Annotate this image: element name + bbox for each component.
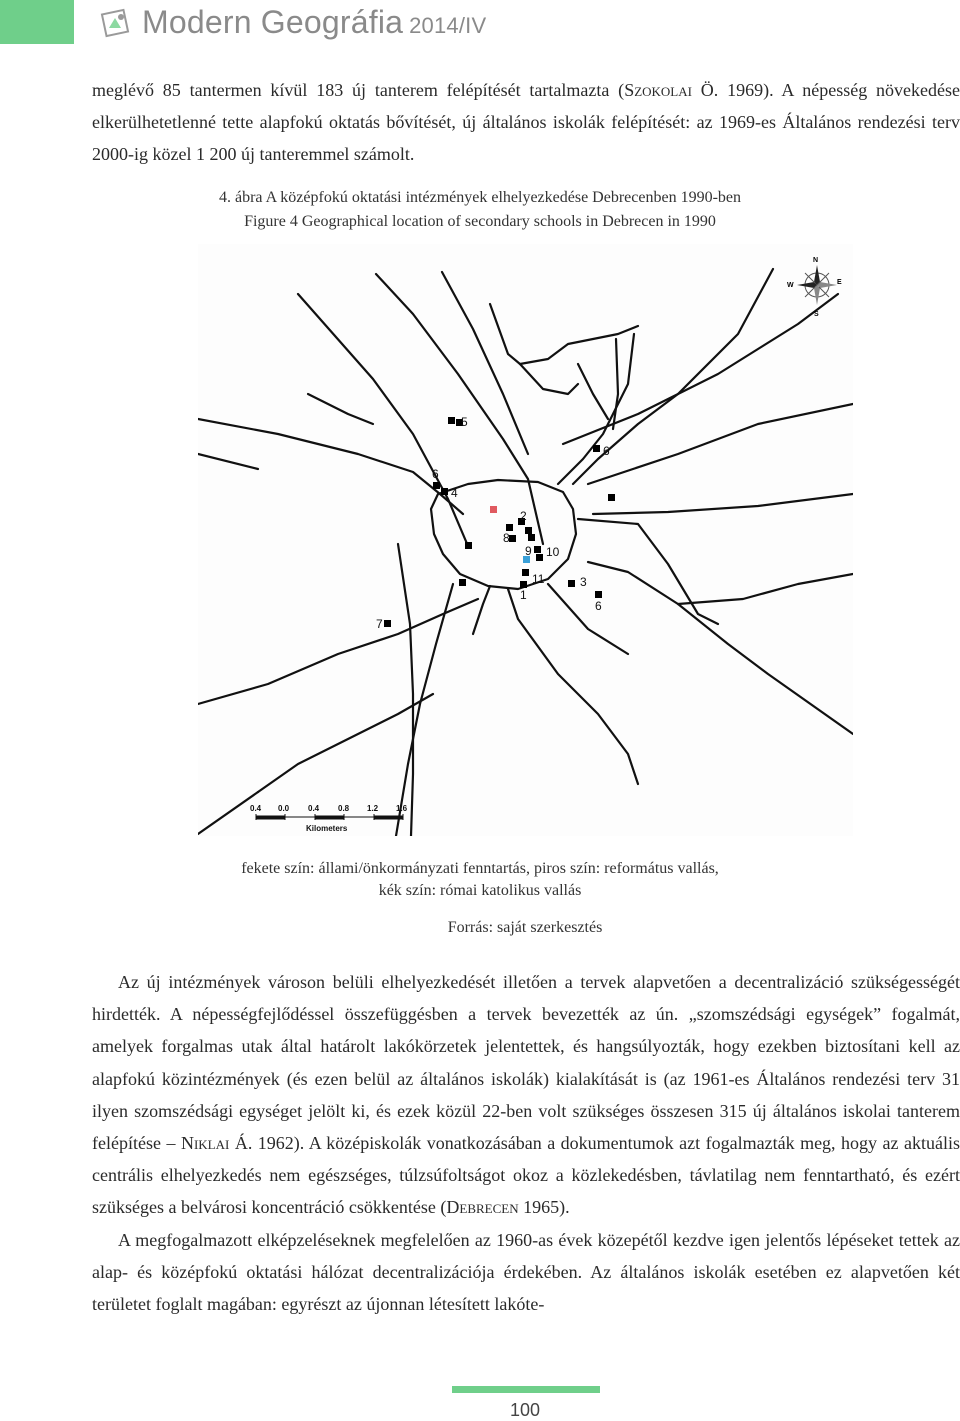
school-marker	[465, 542, 472, 549]
citation-debrecen: Debrecen	[446, 1197, 519, 1218]
paragraph-1	[92, 74, 960, 171]
compass-south-label: S	[814, 311, 819, 318]
scale-tick-label: 0.0	[278, 804, 290, 813]
scale-unit-label: Kilometers	[306, 824, 348, 833]
school-marker-reformed	[490, 506, 497, 513]
school-label: 1	[520, 588, 527, 602]
school-label: 4	[451, 486, 458, 500]
paragraph-2-text-b: Á. 1962). A középiskolák vonatkozásában a dokumentumok azt fogalmazták meg, hogy az aktuális centrális elhelyezkedés nem egészséges, túlzsúfoltságot okoz a közlekedésben, távlatilag nem fenntartható, és ezért szükséges a belvárosi koncentráció csökkentése (	[92, 1133, 960, 1218]
body-text	[92, 966, 960, 1320]
school-marker	[509, 535, 516, 542]
school-label: 6	[603, 444, 610, 458]
scale-tick-label: 0.4	[250, 804, 262, 813]
map-background	[198, 244, 853, 836]
school-marker	[506, 524, 513, 531]
citation-szokolai: Szokolai	[624, 80, 692, 100]
school-marker	[441, 488, 448, 495]
school-marker	[593, 445, 600, 452]
school-marker	[384, 620, 391, 627]
figure-source: Forrás: saját szerkesztés	[447, 919, 603, 936]
school-marker	[525, 527, 532, 534]
figure-legend-line-2: kék szín: római katolikus vallás	[378, 882, 582, 899]
paragraph-1-text-a: meglévő 85 tantermen kívül 183 új tanterem felépítését tartalmazta (	[92, 80, 625, 100]
school-marker	[459, 579, 466, 586]
journal-issue: 2014/IV	[409, 13, 487, 38]
paragraph-3	[92, 1224, 960, 1321]
school-marker	[520, 581, 527, 588]
school-location-map	[198, 244, 853, 836]
figure-caption-en: Figure 4 Geographical location of secondary schools in Debrecen in 1990	[244, 213, 716, 230]
citation-niklai: Niklai	[180, 1133, 230, 1154]
school-marker	[595, 591, 602, 598]
page-header	[0, 0, 960, 44]
journal-logo-icon	[100, 6, 132, 38]
paragraph-2	[92, 966, 960, 1224]
school-label: 2	[520, 509, 527, 523]
school-label: 5	[461, 415, 468, 429]
journal-title-text: Modern Geográfia	[142, 4, 404, 40]
school-marker	[448, 417, 455, 424]
scale-tick-label: 0.4	[308, 804, 320, 813]
paragraph-2-text-c: 1965).	[518, 1197, 570, 1218]
paragraph-3-text: A megfogalmazott elképzeléseknek megfelelően az 1960-as évek közepétől kezdve igen jelentős lépéseket tettek az alap- és középfokú oktatási hálózat decentralizációja érdekében. Az általános iskolák esetében ez alapvetően két területet foglalt magában: egyrészt az újonnan létesített lakóte-	[92, 1229, 960, 1315]
compass-west-label: W	[787, 282, 794, 289]
school-label: 3	[580, 575, 587, 589]
school-label: 8	[503, 531, 510, 545]
school-marker	[568, 580, 575, 587]
school-label: 9	[525, 544, 532, 558]
footer-accent-bar	[452, 1386, 600, 1393]
school-marker	[534, 546, 541, 553]
school-marker	[536, 554, 543, 561]
scale-tick-label: 0.8	[338, 804, 350, 813]
figure-caption-hu: 4. ábra A középfokú oktatási intézmények elhelyezkedése Debrecenben 1990-ben	[218, 189, 741, 206]
journal-title	[142, 4, 486, 41]
paragraph-2-text-a: Az új intézmények városon belüli elhelyezkedését illetően a tervek alapvetően a decentralizáció szükségességét hirdették. A népességfejlődéssel összefüggésben a tervek bevezették az ún. „szomszédsági egységek” fogalmát, amelyek forgalmas utak által határolt lakókörzetek jelentettek, és hangsúlyozták, hogy ezekben biztosítani kell az alapfokú közintézmények (és ezen belül az általános iskolák) kialakítását is (az 1961-es Általános rendezési terv 31 ilyen szomszédsági egységet jelölt ki, és ezek közül 22-ben volt szükséges összesen 315 új általános iskolai tanterem felépítése –	[92, 972, 960, 1154]
figure-caption	[0, 186, 960, 234]
page-number: 100	[509, 1400, 541, 1420]
school-label: 11	[532, 572, 545, 586]
scale-tick-label: 1.6	[396, 804, 408, 813]
paragraph-1-text-b: Ö. 1969). A népesség növekedése elkerülhetetlenné tette alapfokú oktatás bővítését, új általános iskolák felépítését: az 1969-es Általános rendezési terv 2000-ig közel 1 200 új tanteremmel számolt.	[92, 80, 960, 165]
school-marker	[433, 482, 440, 489]
compass-east-label: E	[837, 279, 842, 286]
header-accent-bar	[0, 0, 74, 44]
school-marker	[528, 534, 535, 541]
school-label: 7	[376, 617, 383, 631]
scale-tick-label: 1.2	[367, 804, 379, 813]
compass-north-label: N	[813, 257, 819, 264]
school-label: 6	[432, 467, 439, 481]
school-marker	[608, 494, 615, 501]
school-marker	[522, 569, 529, 576]
school-label: 10	[546, 545, 560, 559]
figure-legend	[0, 858, 960, 902]
school-label: 6	[595, 599, 602, 613]
figure-legend-line-1: fekete szín: állami/önkormányzati fenntartás, piros szín: református vallás,	[241, 860, 719, 877]
